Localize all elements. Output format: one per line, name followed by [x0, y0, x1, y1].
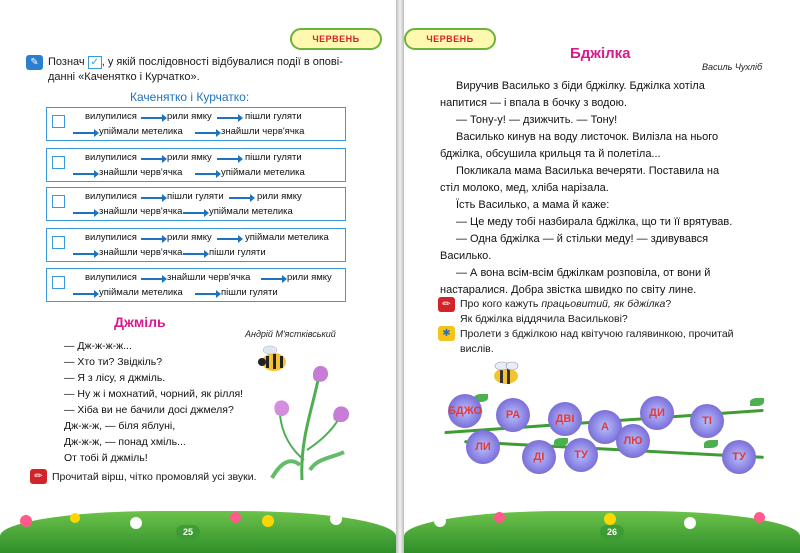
flower-icon: [20, 515, 32, 527]
story-line: Виручив Василько з біди бджілку. Бджілка хотіла: [456, 80, 705, 92]
sequence-option-5[interactable]: вилупилися знайшли черв'ячка рили ямку упіймали метелика пішли гуляти: [46, 268, 346, 302]
right-page: [404, 0, 800, 553]
syllable-flower[interactable]: БДЖО: [448, 394, 482, 428]
flower-icon: [754, 512, 765, 523]
task-instruction-line2: данні «Каченятко і Курчатко».: [48, 71, 200, 83]
flower-icon: [262, 515, 274, 527]
sequence-checkbox[interactable]: [52, 115, 65, 128]
story-line: Василько.: [440, 250, 492, 262]
syllable-flower[interactable]: ДВІ: [548, 402, 582, 436]
flower-icon: [604, 513, 616, 525]
task-instruction-line1: Познач ✓ , у якій послідовності відбувалися події в опові-: [48, 56, 343, 68]
puzzle-task-icon: ✱: [438, 326, 455, 341]
sequence-option-3[interactable]: вилупилися пішли гуляти рили ямку знайшли черв'ячка упіймали метелика: [46, 187, 346, 221]
syllable-flower[interactable]: ДІ: [522, 440, 556, 474]
poem-line: От тобі й джміль!: [64, 452, 148, 464]
month-banner-label: ЧЕРВЕНЬ: [312, 34, 360, 44]
poem-line: Дж-ж-ж, — понад хміль...: [64, 436, 186, 448]
bee-icon: [488, 358, 524, 388]
syllable-flower[interactable]: РА: [496, 398, 530, 432]
poem-title: Джміль: [114, 314, 166, 330]
sequence-option-2[interactable]: вилупилися рили ямку пішли гуляти знайшли черв'ячка упіймали метелика: [46, 148, 346, 182]
syllable-flower[interactable]: ТУ: [564, 438, 598, 472]
story-line: Василько кинув на воду листочок. Вилізла на нього: [456, 131, 719, 143]
story-title: Бджілка: [570, 45, 631, 62]
story-line: — Одна бджілка — й стільки меду! — здивувався: [456, 233, 709, 245]
story-line: — А вона всім-всім бджілкам розповіла, от вони й: [456, 267, 711, 279]
syllable-flower[interactable]: А: [588, 410, 622, 444]
syllable-flower[interactable]: ТІ: [690, 404, 724, 438]
task-2-line2: вислів.: [460, 343, 494, 355]
syllable-flower[interactable]: ТУ: [722, 440, 756, 474]
poem-line: — Ну ж і мохнатий, чорний, як рілля!: [64, 388, 244, 400]
sequence-option-1[interactable]: вилупилися рили ямку пішли гуляти упіймали метелика знайшли черв'ячка: [46, 107, 346, 141]
leaf-icon: [750, 398, 764, 406]
flower-icon: [684, 517, 696, 529]
story-line: настаралися. Добра звістка швидко по світу лине.: [440, 284, 697, 296]
vine: [464, 440, 764, 459]
story-line: — Це меду тобі назбирала бджілка, що ти її врятував.: [456, 216, 733, 228]
story-line: стіл молоко, мед, хліба нарізала.: [440, 182, 609, 194]
poem-author: Андрій М'ястківський: [245, 329, 336, 339]
flower-icon: [130, 517, 142, 529]
story-line: Покликала мама Василька вечеряти. Поставила на: [456, 165, 720, 177]
question-2: Як бджілка віддячила Василькові?: [460, 313, 628, 325]
checkmark-icon: ✓: [88, 56, 102, 69]
sequence-option-4[interactable]: вилупилися рили ямку упіймали метелика знайшли черв'ячка пішли гуляти: [46, 228, 346, 262]
story-line: Їсть Василько, а мама й каже:: [456, 199, 610, 211]
poem-line: — Я з лісу, я джміль.: [64, 372, 166, 384]
syllable-flower[interactable]: ЛЮ: [616, 424, 650, 458]
reading-instruction: Прочитай вірш, чітко промовляй усі звуки.: [52, 471, 257, 483]
leaf-icon: [704, 440, 718, 448]
question-1: Про кого кажуть працьовитий, як бджілка?: [460, 298, 672, 310]
poem-line: — Хто ти? Звідкіль?: [64, 356, 163, 368]
story-line: — Тону-у! — дзижчить. — Тону!: [456, 114, 618, 126]
book-gutter: [396, 0, 404, 553]
poem-line: — Дж-ж-ж-ж...: [64, 340, 132, 352]
pencil-task-icon: ✏: [30, 469, 47, 484]
month-banner-label: ЧЕРВЕНЬ: [426, 34, 474, 44]
flower-icon: [70, 513, 80, 523]
month-banner: [290, 28, 382, 50]
story-line: бджілка, обсушила крильця та й полетіла...: [440, 148, 661, 160]
write-task-icon: ✎: [26, 55, 43, 70]
page-number: 26: [600, 525, 624, 539]
month-banner: [404, 28, 496, 50]
sequence-checkbox[interactable]: [52, 236, 65, 249]
syllable-flower[interactable]: ДИ: [640, 396, 674, 430]
flower-icon: [330, 513, 342, 525]
story-line: напитися — і впала в бочку з водою.: [440, 97, 627, 109]
flower-icon: [230, 512, 241, 523]
sequence-checkbox[interactable]: [52, 195, 65, 208]
poem-line: Дж-ж-ж, — біля яблуні,: [64, 420, 176, 432]
sequence-checkbox[interactable]: [52, 276, 65, 289]
sequence-checkbox[interactable]: [52, 156, 65, 169]
sequence-title: Каченятко і Курчатко:: [130, 90, 250, 104]
bumblebee-flowers-illustration: [252, 340, 352, 480]
story-author: Василь Чухліб: [702, 62, 763, 72]
task-2-line1: Пролети з бджілкою над квітучою галявинкою, прочитай: [460, 328, 734, 340]
page-number: 25: [176, 525, 200, 539]
left-page: [0, 0, 396, 553]
syllable-flower[interactable]: ЛИ: [466, 430, 500, 464]
flower-icon: [434, 515, 446, 527]
poem-line: — Хіба ви не бачили досі джмеля?: [64, 404, 234, 416]
pencil-task-icon: ✏: [438, 297, 455, 312]
flower-icon: [494, 512, 505, 523]
